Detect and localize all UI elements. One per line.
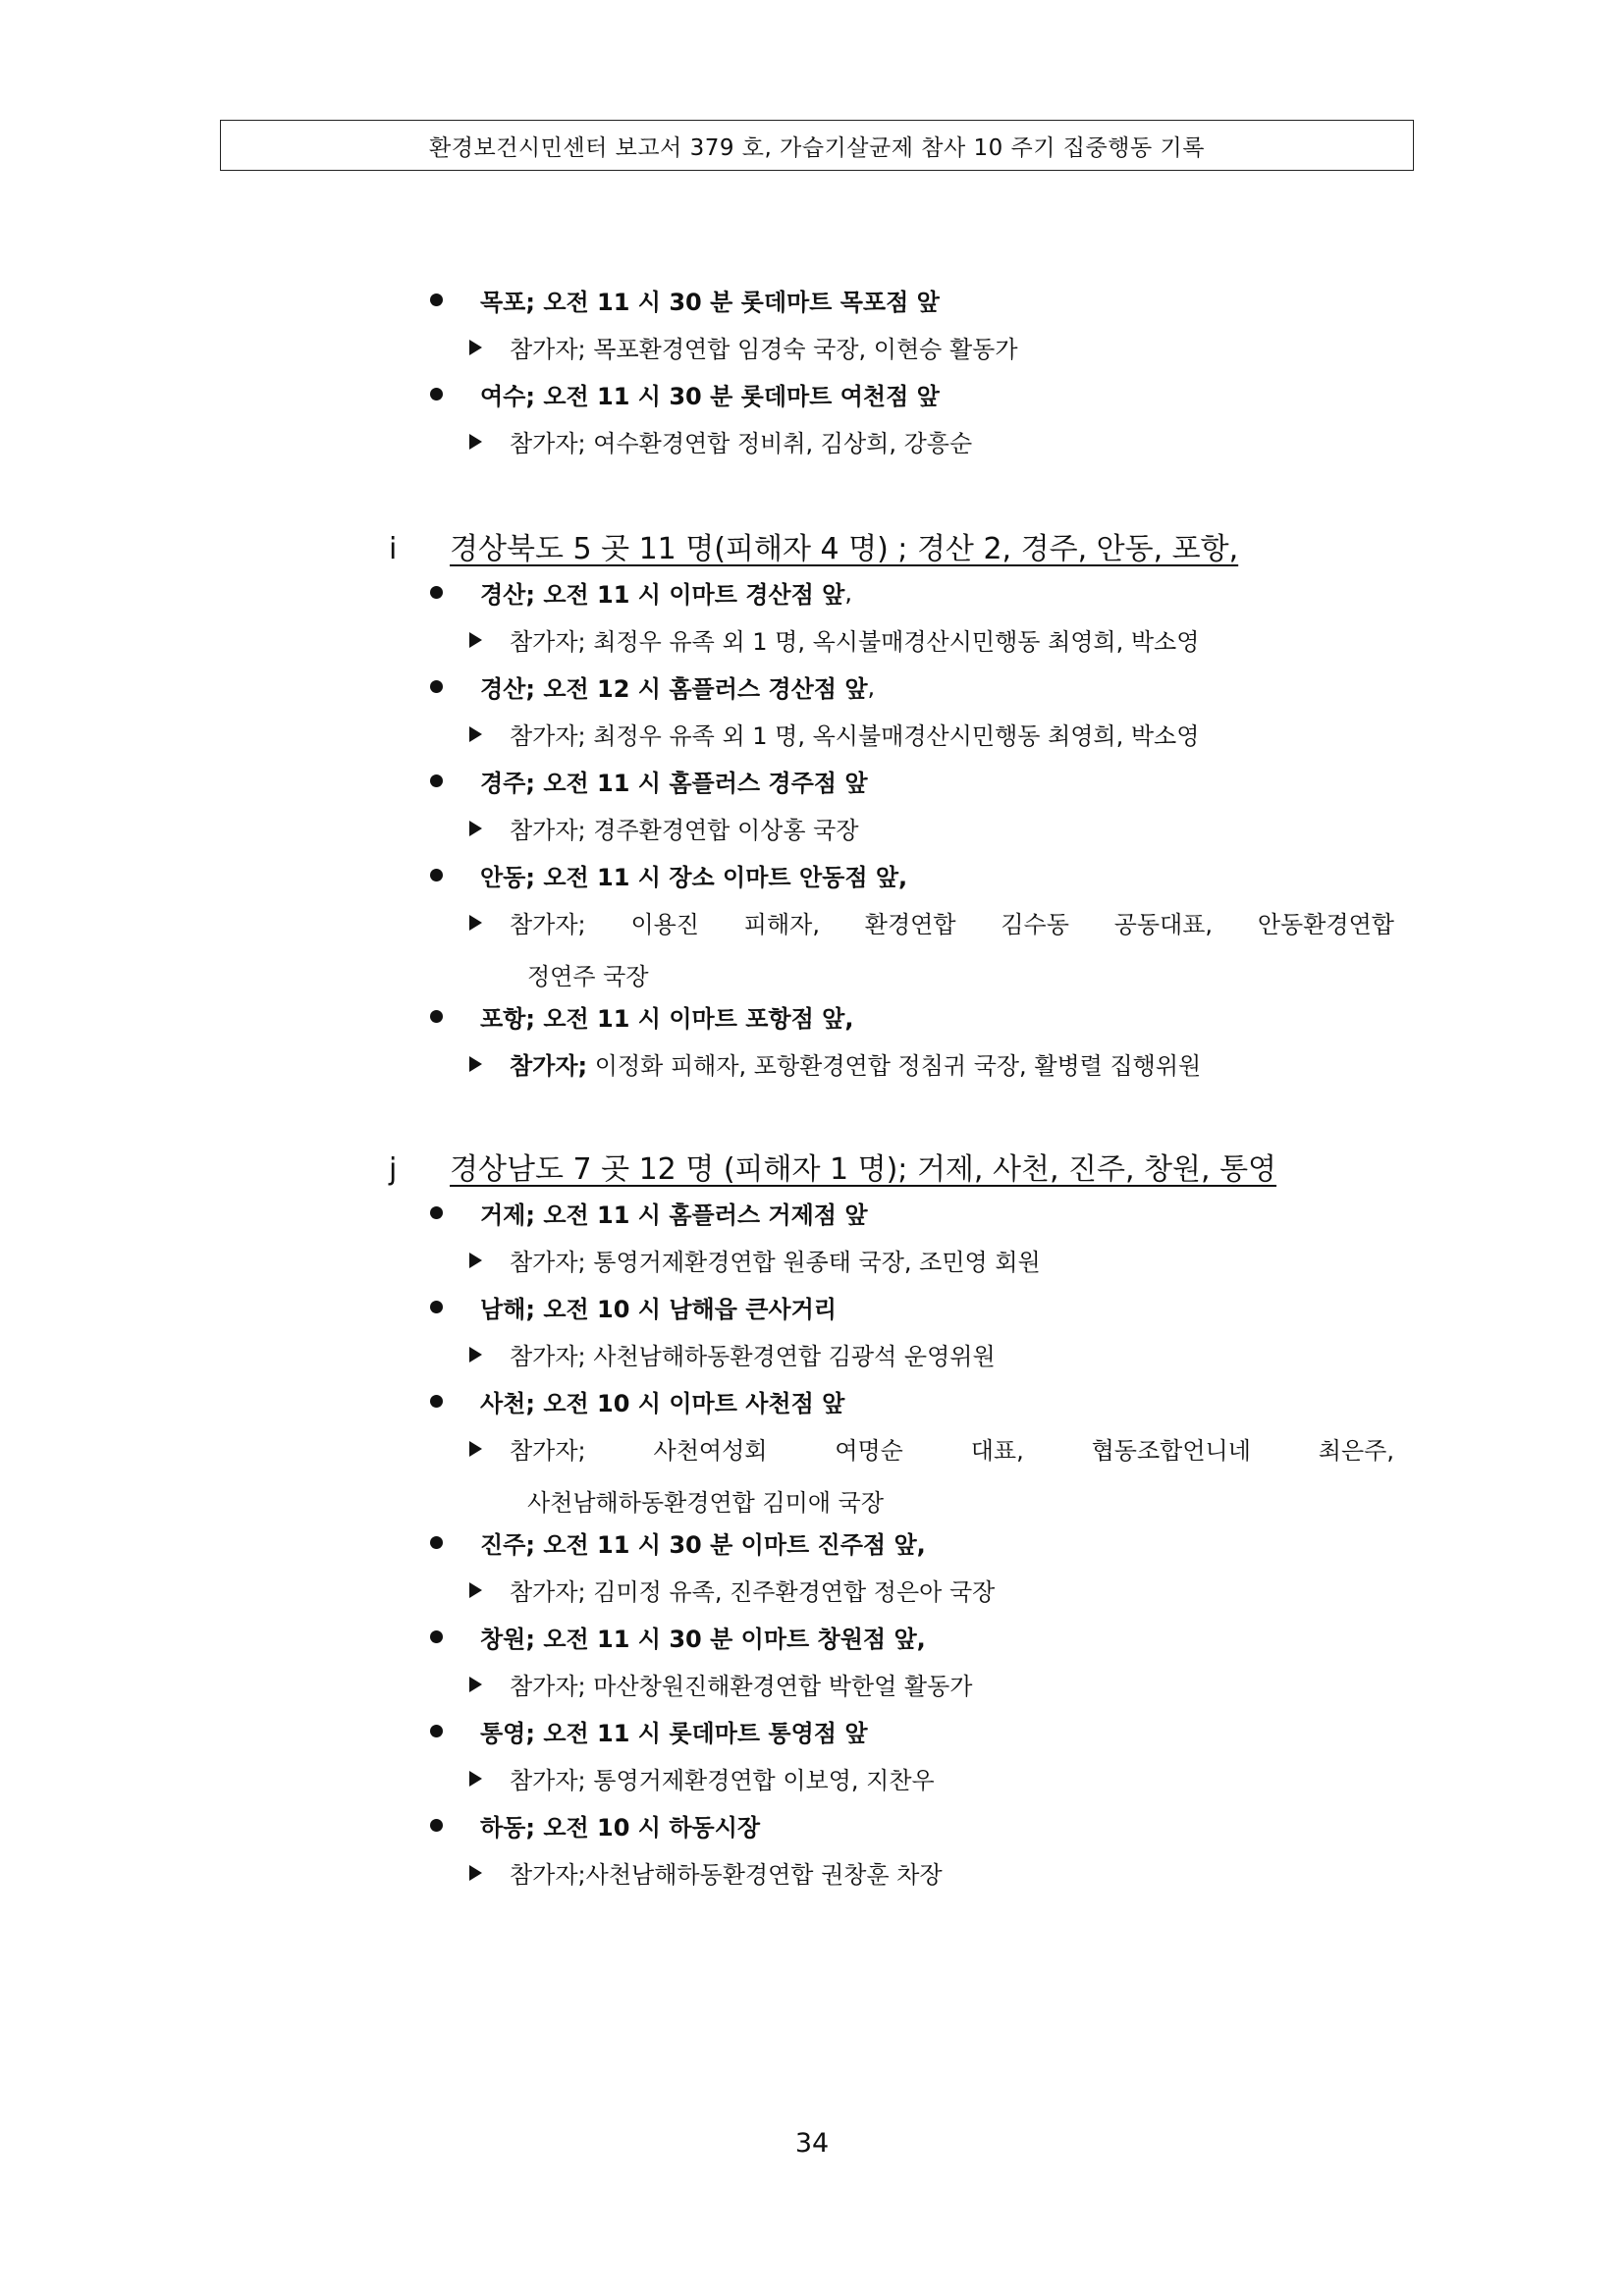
section-title: 경상북도 5 곳 11 명(피해자 4 명) ; 경산 2, 경주, 안동, 포항, xyxy=(450,532,1239,566)
list-item-heading xyxy=(428,1290,837,1324)
list-item-heading xyxy=(428,858,907,892)
participants-text: 참가자; 최정우 유족 외 1 명, 옥시불매경산시민행동 최영희, 박소영 xyxy=(510,628,1200,656)
bullet-icon xyxy=(430,1395,443,1408)
section-heading-gyeongnam xyxy=(389,1145,1276,1188)
participants-text: 참가자; 김미정 유족, 진주환경연합 정은아 국장 xyxy=(510,1578,996,1606)
item-heading-text: 진주; 오전 11 시 30 분 이마트 진주점 앞, xyxy=(480,1531,926,1559)
bullet-icon xyxy=(430,1010,443,1023)
arrowhead-icon xyxy=(469,1347,482,1362)
item-heading-text: 하동; 오전 10 시 하동시장 xyxy=(480,1814,761,1842)
participants-line xyxy=(469,1761,935,1795)
bullet-icon xyxy=(430,869,443,881)
list-item-heading xyxy=(428,1525,926,1560)
participants-line xyxy=(469,330,1018,364)
item-heading-text: 포항; 오전 11 시 이마트 포항점 앞, xyxy=(480,1005,854,1033)
bullet-icon xyxy=(430,294,443,306)
participants-block xyxy=(469,905,1394,991)
list-item-heading xyxy=(428,1620,926,1654)
list-item-heading xyxy=(428,283,940,317)
participants-text: 참가자; 여수환경연합 정비취, 김상희, 강흥순 xyxy=(510,430,973,457)
bullet-icon xyxy=(430,1725,443,1737)
list-item-heading xyxy=(428,1808,760,1842)
item-heading-text: 경산; 오전 11 시 이마트 경산점 앞 xyxy=(480,581,845,609)
list-item-heading xyxy=(428,1384,844,1418)
participants-word: 참가자; xyxy=(510,911,586,938)
participants-words xyxy=(510,1431,1394,1466)
bullet-icon xyxy=(430,586,443,599)
participants-word: 이용진 xyxy=(630,911,699,938)
participants-line xyxy=(469,622,1199,657)
participants-text: 참가자; 최정우 유족 외 1 명, 옥시불매경산시민행동 최영희, 박소영 xyxy=(510,722,1200,750)
arrowhead-icon xyxy=(469,1253,482,1268)
bullet-icon xyxy=(430,1536,443,1549)
bullet-icon xyxy=(430,1301,443,1313)
bullet-icon xyxy=(430,388,443,400)
participants-word: 협동조합언니네 xyxy=(1091,1437,1251,1465)
participants-words xyxy=(510,905,1394,939)
item-heading-text: 경주; 오전 11 시 홈플러스 경주점 앞 xyxy=(480,770,868,797)
report-header xyxy=(220,120,1414,171)
arrowhead-icon xyxy=(469,1771,482,1787)
section-marker: j xyxy=(389,1152,398,1187)
participants-word: 최은주, xyxy=(1318,1437,1394,1465)
list-item-heading xyxy=(428,999,853,1034)
participants-text: 참가자; 목포환경연합 임경숙 국장, 이현승 활동가 xyxy=(510,336,1018,363)
item-heading-text: 경산; 오전 12 시 홈플러스 경산점 앞 xyxy=(480,675,868,703)
item-heading-text: 남해; 오전 10 시 남해읍 큰사거리 xyxy=(480,1296,837,1323)
participants-word: 대표, xyxy=(970,1437,1024,1465)
bullet-icon xyxy=(430,1630,443,1643)
participants-line xyxy=(469,905,1394,939)
report-header-title: 환경보건시민센터 보고서 379 호, 가습기살균제 참사 10 주기 집중행동 기록 xyxy=(429,134,1205,161)
item-heading-text: 통영; 오전 11 시 롯데마트 통영점 앞 xyxy=(480,1720,868,1747)
participants-line xyxy=(469,1667,972,1701)
participants-continuation: 정연주 국장 xyxy=(527,963,649,990)
arrowhead-icon xyxy=(469,1441,482,1457)
participants-text: 참가자; 통영거제환경연합 이보영, 지찬우 xyxy=(510,1767,935,1794)
participants-word: 여명순 xyxy=(835,1437,903,1465)
participants-line xyxy=(469,424,972,458)
section-title: 경상남도 7 곳 12 명 (피해자 1 명); 거제, 사천, 진주, 창원, 통영 xyxy=(450,1152,1277,1187)
participants-word: 안동환경연합 xyxy=(1257,911,1394,938)
page-number: 34 xyxy=(794,2128,830,2159)
arrowhead-icon xyxy=(469,1865,482,1881)
item-heading-text: 거제; 오전 11 시 홈플러스 거제점 앞 xyxy=(480,1201,868,1229)
arrowhead-icon xyxy=(469,821,482,836)
participants-line xyxy=(469,811,859,845)
bullet-icon xyxy=(430,1206,443,1219)
participants-line xyxy=(469,717,1199,751)
participants-text: 참가자; 사천남해하동환경연합 김광석 운영위원 xyxy=(510,1343,996,1370)
participants-text: 참가자; 경주환경연합 이상홍 국장 xyxy=(510,817,859,844)
arrowhead-icon xyxy=(469,915,482,931)
item-heading-text: 여수; 오전 11 시 30 분 롯데마트 여천점 앞 xyxy=(480,383,940,410)
participants-text: 이정화 피해자, 포항환경연합 정침귀 국장, 활병렬 집행위원 xyxy=(587,1052,1202,1080)
participants-line xyxy=(469,1855,943,1890)
participants-word: 피해자, xyxy=(743,911,820,938)
arrowhead-icon xyxy=(469,434,482,450)
participants-word: 사천여성회 xyxy=(653,1437,768,1465)
item-heading-text: 창원; 오전 11 시 30 분 이마트 창원점 앞, xyxy=(480,1626,926,1653)
bullet-icon xyxy=(430,680,443,693)
bullet-icon xyxy=(430,774,443,787)
participants-text: 참가자; 통영거제환경연합 원종태 국장, 조민영 회원 xyxy=(510,1249,1041,1276)
list-item-heading xyxy=(428,1196,868,1230)
participants-text: 참가자; 마산창원진해환경연합 박한얼 활동가 xyxy=(510,1673,973,1700)
arrowhead-icon xyxy=(469,1056,482,1072)
list-item-heading xyxy=(428,1714,868,1748)
participants-line xyxy=(469,1046,1201,1081)
item-heading-text: 사천; 오전 10 시 이마트 사천점 앞 xyxy=(480,1390,845,1417)
participants-line xyxy=(469,1243,1041,1277)
participants-word: 참가자; xyxy=(510,1437,586,1465)
participants-text: 참가자;사천남해하동환경연합 권창훈 차장 xyxy=(510,1861,943,1889)
list-item-heading xyxy=(428,575,852,610)
participants-word: 공동대표, xyxy=(1113,911,1214,938)
participants-label: 참가자; xyxy=(510,1052,588,1080)
participants-block xyxy=(469,1431,1394,1518)
section-heading-gyeongbuk xyxy=(389,524,1238,567)
arrowhead-icon xyxy=(469,726,482,742)
item-heading-suffix: , xyxy=(844,578,852,607)
participants-line xyxy=(469,1573,995,1607)
list-item-heading xyxy=(428,669,875,704)
participants-continuation: 사천남해하동환경연합 김미애 국장 xyxy=(527,1489,885,1517)
arrowhead-icon xyxy=(469,1677,482,1692)
item-heading-text: 안동; 오전 11 시 장소 이마트 안동점 앞, xyxy=(480,864,908,891)
section-marker: i xyxy=(389,532,398,566)
arrowhead-icon xyxy=(469,1582,482,1598)
arrowhead-icon xyxy=(469,340,482,355)
list-item-heading xyxy=(428,764,868,798)
participants-word: 김수동 xyxy=(1001,911,1069,938)
participants-line xyxy=(469,1431,1394,1466)
participants-word: 환경연합 xyxy=(864,911,956,938)
bullet-icon xyxy=(430,1819,443,1832)
list-item-heading xyxy=(428,377,940,411)
participants-line xyxy=(469,1337,996,1371)
arrowhead-icon xyxy=(469,632,482,648)
item-heading-suffix: , xyxy=(867,672,876,701)
item-heading-text: 목포; 오전 11 시 30 분 롯데마트 목포점 앞 xyxy=(480,289,940,316)
